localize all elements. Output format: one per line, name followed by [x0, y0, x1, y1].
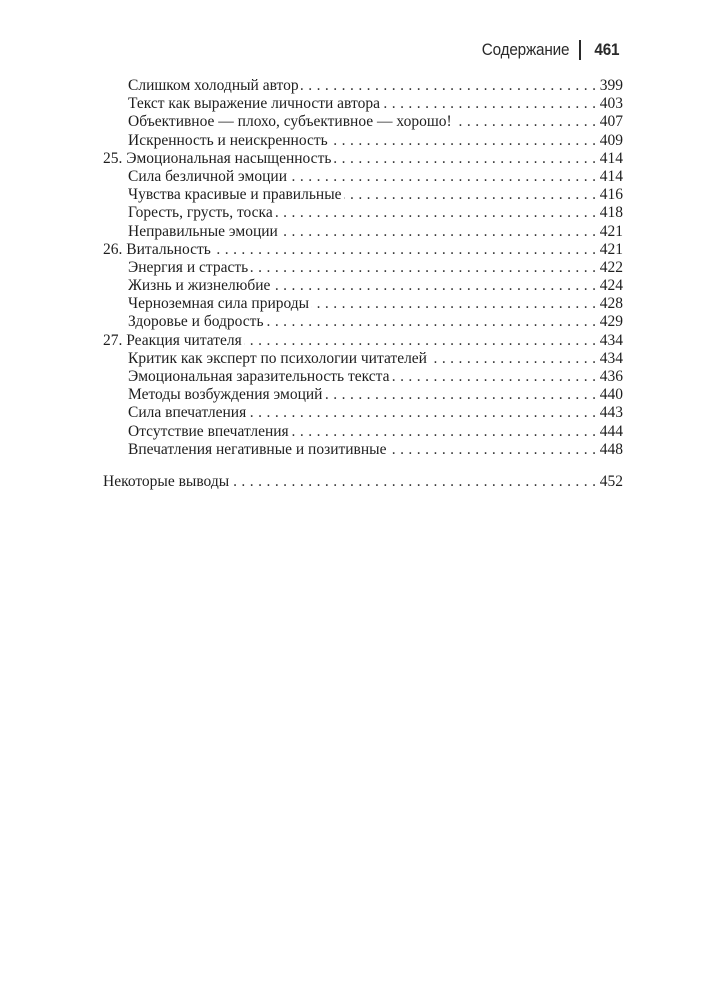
toc-entry-title: Впечатления негативные и позитивные [128, 440, 387, 458]
dot-leader [311, 295, 596, 313]
toc-entry-title: Слишком холодный автор [128, 77, 299, 94]
toc-entry-title: Критик как эксперт по психологии читателей [128, 349, 427, 367]
toc-entry-page: 407 [599, 113, 623, 131]
dot-leader [231, 473, 596, 491]
toc-chapter-entry[interactable] [103, 241, 623, 259]
toc-entry-title: Сила безличной эмоции [128, 167, 287, 185]
toc-entry-title: Жизнь и жизнелюбие [128, 277, 271, 295]
table-of-contents [103, 77, 623, 491]
toc-entry-page: 444 [599, 422, 623, 440]
toc-entry[interactable] [103, 95, 623, 113]
toc-chapter-entry[interactable] [103, 473, 623, 491]
dot-leader [301, 77, 596, 95]
dot-leader [272, 277, 596, 295]
toc-entry[interactable] [103, 204, 623, 222]
dot-leader [280, 223, 596, 241]
dot-leader [330, 132, 596, 150]
header-divider [579, 40, 581, 60]
toc-entry-page: 421 [599, 240, 623, 258]
toc-entry[interactable] [103, 132, 623, 150]
toc-entry[interactable] [103, 368, 623, 386]
toc-entry-page: 418 [599, 204, 623, 222]
toc-entry-title: Эмоциональная заразительность текста [128, 368, 390, 385]
toc-entry-page: 409 [599, 131, 623, 149]
dot-leader [275, 204, 596, 222]
toc-entry-title: Чувства красивые и правильные [128, 186, 342, 204]
dot-leader [289, 168, 596, 186]
toc-entry-title: 25. Эмоциональная насыщенность [103, 149, 332, 167]
toc-entry[interactable] [103, 186, 623, 204]
toc-entry-page: 452 [599, 472, 623, 490]
toc-entry-page: 421 [599, 222, 623, 240]
toc-entry-page: 429 [599, 313, 623, 331]
dot-leader [291, 423, 596, 441]
toc-entry-page: 448 [599, 440, 623, 458]
dot-leader [382, 95, 596, 113]
running-head [472, 40, 621, 60]
dot-leader [250, 259, 596, 277]
toc-chapter-entry[interactable] [103, 150, 623, 168]
toc-entry-title: Сила впечатления [128, 404, 247, 422]
toc-entry[interactable] [103, 441, 623, 459]
toc-entry[interactable] [103, 386, 623, 404]
section-title: Содержание [481, 40, 570, 59]
toc-entry-title: Некоторые выводы [103, 472, 230, 490]
dot-leader [213, 241, 596, 259]
toc-entry-page: 422 [599, 258, 623, 276]
toc-entry-page: 399 [599, 77, 623, 94]
toc-entry-page: 434 [599, 331, 623, 349]
toc-entry[interactable] [103, 350, 623, 368]
dot-leader [454, 113, 596, 131]
toc-entry-title: Объективное — плохо, субъективное — хорошо! [128, 113, 452, 131]
toc-entry-title: Неправильные эмоции [128, 222, 278, 240]
dot-leader [244, 332, 596, 350]
toc-entry[interactable] [103, 277, 623, 295]
page-number: 461 [594, 40, 620, 59]
dot-leader [429, 350, 596, 368]
toc-entry-title: Методы возбуждения эмоций [128, 386, 323, 404]
toc-entry-page: 434 [599, 349, 623, 367]
toc-entry[interactable] [103, 223, 623, 241]
toc-entry-page: 403 [599, 95, 623, 113]
dot-leader [248, 404, 596, 422]
toc-entry[interactable] [103, 313, 623, 331]
toc-entry-title: Черноземная сила природы [128, 295, 310, 313]
dot-leader [388, 441, 596, 459]
toc-entry-title: 26. Витальность [103, 240, 211, 258]
toc-entry-page: 416 [599, 186, 623, 204]
toc-entry-page: 428 [599, 295, 623, 313]
dot-leader [324, 386, 596, 404]
toc-entry-page: 414 [599, 167, 623, 185]
toc-entry[interactable] [103, 404, 623, 422]
dot-leader [344, 186, 597, 204]
toc-entry[interactable] [103, 295, 623, 313]
toc-entry-page: 440 [599, 386, 623, 404]
toc-entry-page: 443 [599, 404, 623, 422]
toc-entry-page: 436 [599, 368, 623, 385]
dot-leader [266, 313, 596, 331]
toc-entry[interactable] [103, 77, 623, 95]
toc-entry-title: Отсутствие впечатления [128, 422, 289, 440]
toc-entry-title: Энергия и страсть [128, 258, 249, 276]
dot-leader [391, 368, 596, 386]
toc-entry-page: 414 [599, 149, 623, 167]
toc-entry[interactable] [103, 113, 623, 131]
toc-entry-page: 424 [599, 277, 623, 295]
toc-entry[interactable] [103, 259, 623, 277]
toc-entry-title: Искренность и неискренность [128, 131, 328, 149]
toc-entry[interactable] [103, 423, 623, 441]
toc-entry-title: Горесть, грусть, тоска [128, 204, 273, 222]
toc-entry[interactable] [103, 168, 623, 186]
dot-leader [333, 150, 596, 168]
toc-chapter-entry[interactable] [103, 332, 623, 350]
toc-entry-title: Здоровье и бодрость [128, 313, 264, 331]
toc-entry-title: 27. Реакция читателя [103, 331, 242, 349]
toc-entry-title: Текст как выражение личности автора [128, 95, 380, 113]
